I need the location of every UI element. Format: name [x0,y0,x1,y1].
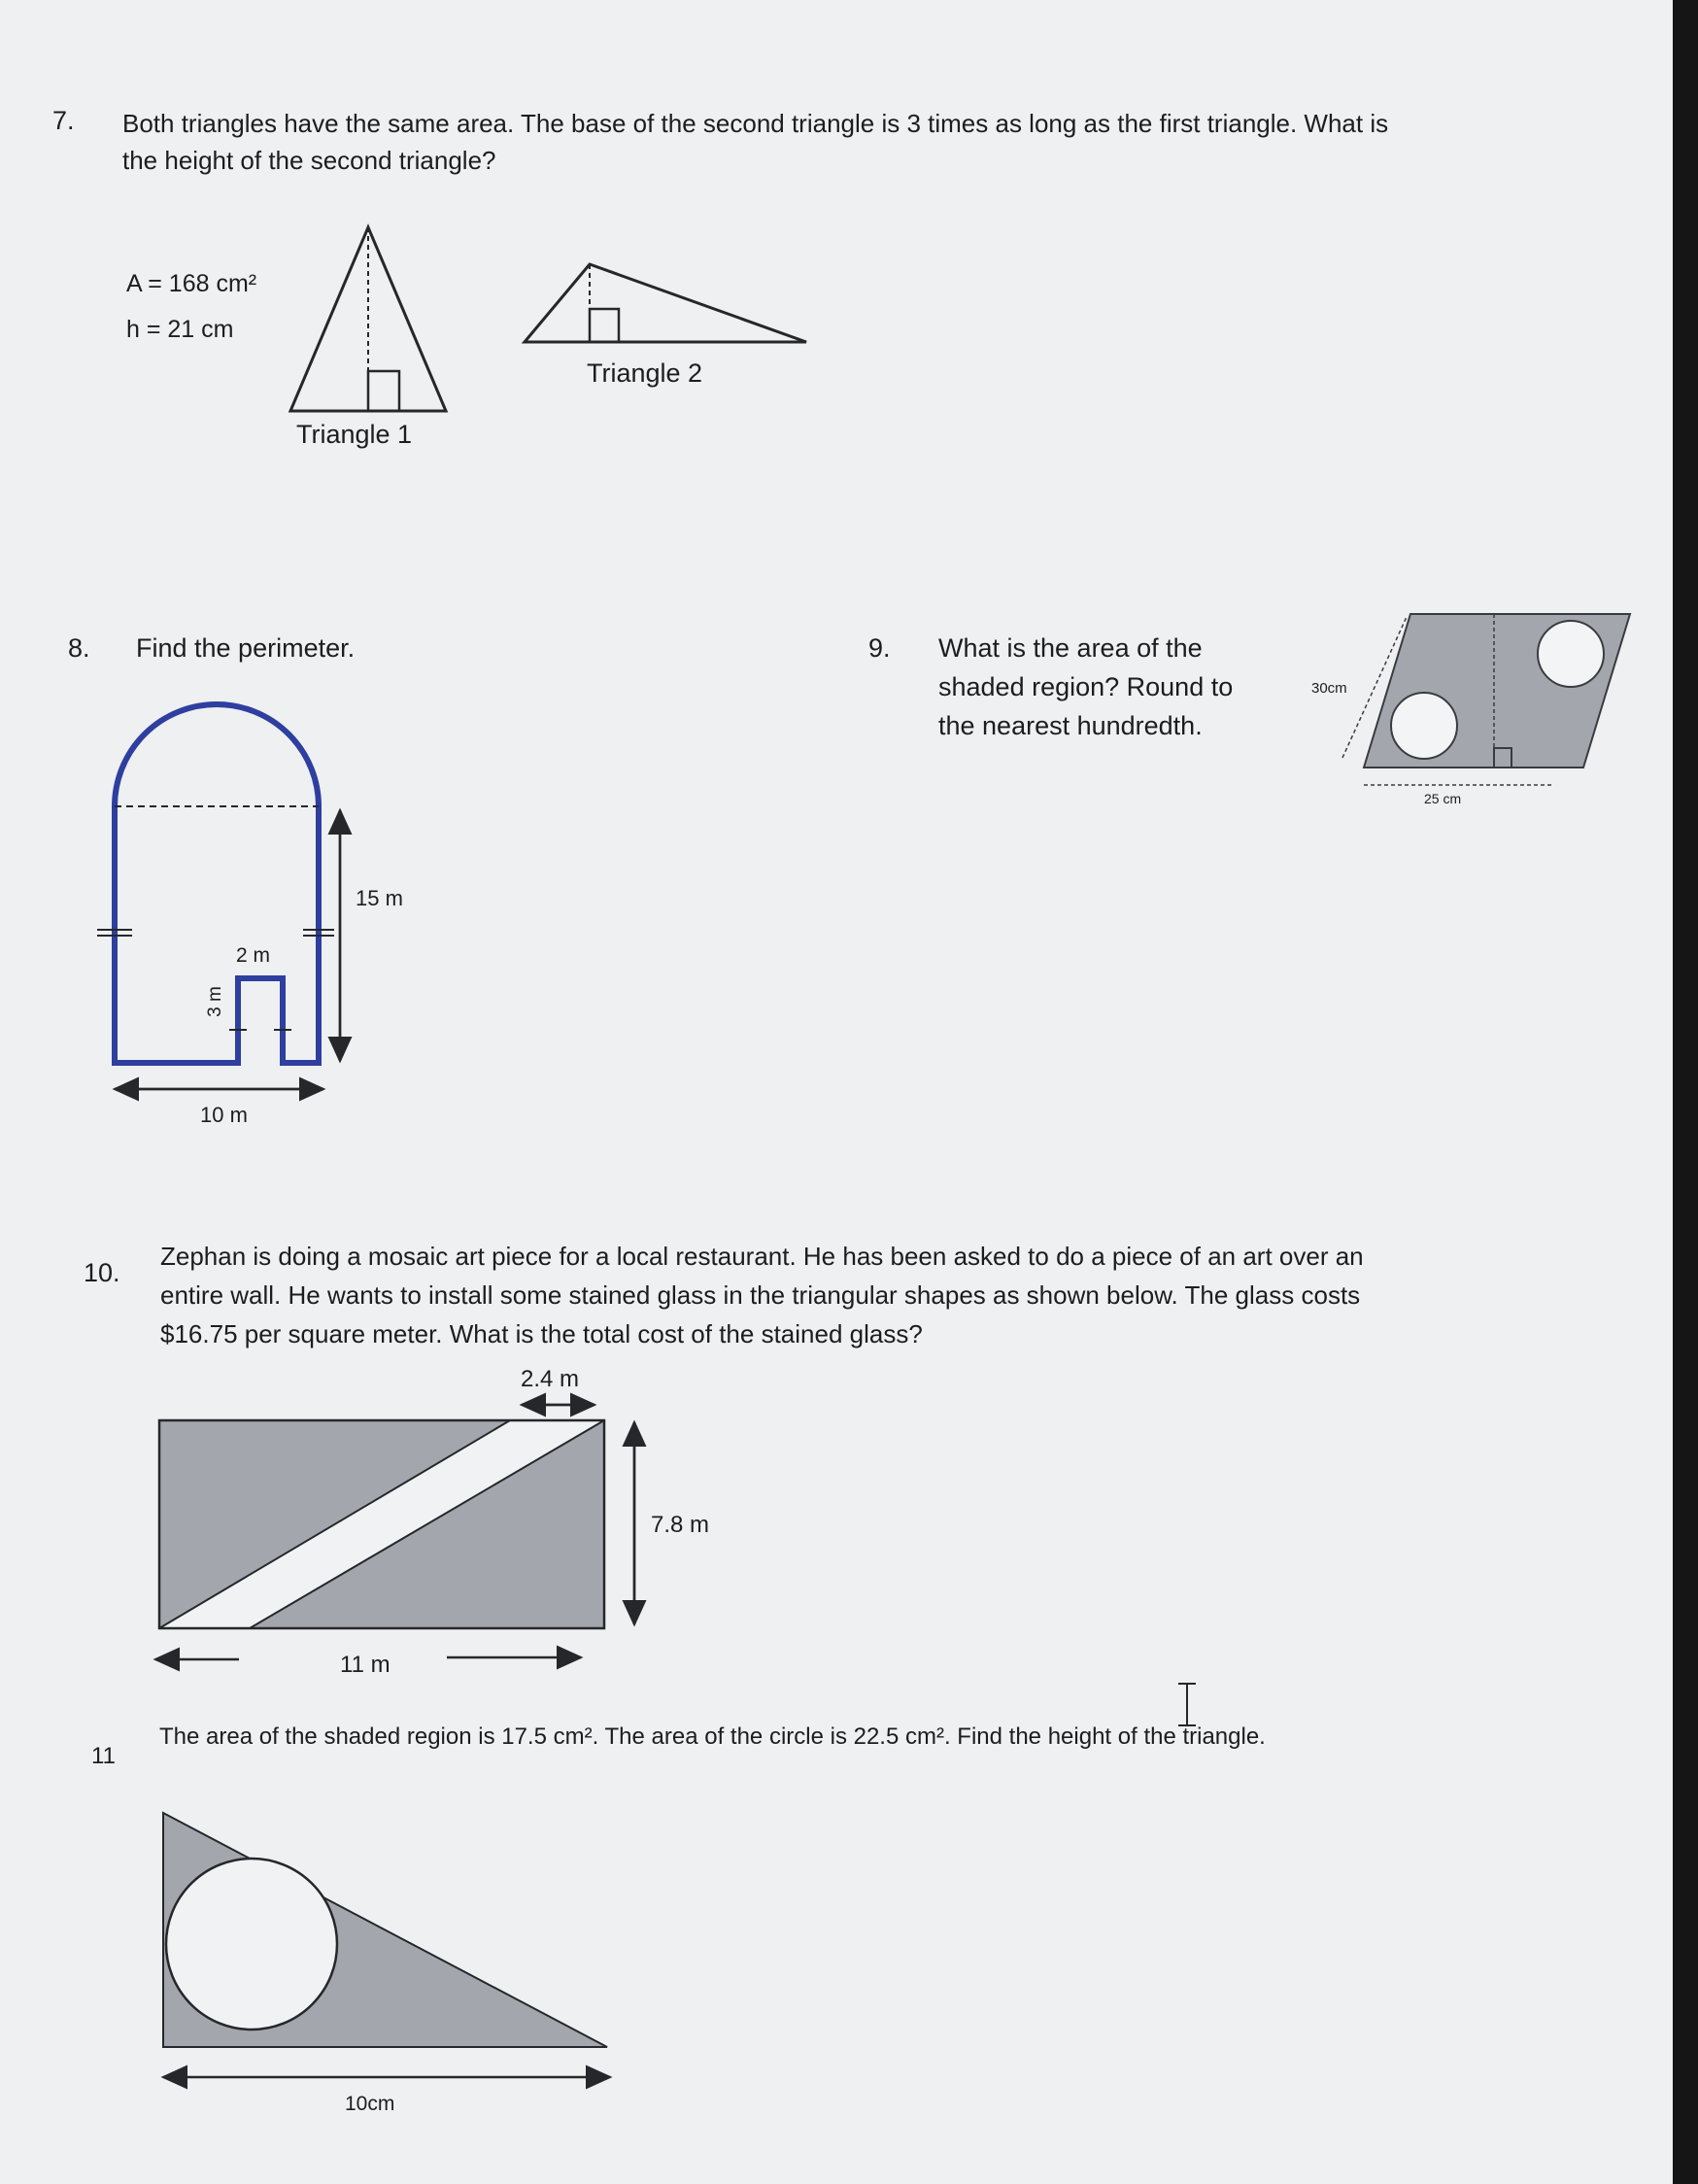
q8-height-label: 15 m [356,886,403,910]
q7-text-line2: the height of the second triangle? [122,146,496,175]
q8-arch-shape [97,704,340,1089]
q8-notch-width-label: 2 m [236,944,271,967]
q10-number: 10. [84,1258,120,1287]
q10-width-label: 11 m [340,1652,391,1678]
q9-parallelogram [1342,614,1630,785]
q11-triangle [163,1813,610,2077]
q10-top-label: 2.4 m [521,1366,580,1392]
q9-text-line3: the nearest hundredth. [938,711,1203,740]
q9-number: 9. [868,633,891,663]
q11-text: The area of the shaded region is 17.5 cm². The area of the circle is 22.5 cm². Find the height of the triangle. [159,1723,1266,1750]
q10-text-line3: $16.75 per square meter. What is the total cost of the stained glass? [160,1319,923,1348]
text-cursor-icon [1178,1684,1196,1725]
q10-height-label: 7.8 m [651,1512,710,1538]
q10-text-line1: Zephan is doing a mosaic art piece for a local restaurant. He has been asked to do a piece of an art over an [160,1242,1364,1271]
q8-width-label: 10 m [200,1103,248,1127]
q9-text-line1: What is the area of the [938,633,1203,663]
q8-notch-height-label: 3 m [204,986,225,1017]
q8-number: 8. [68,633,90,663]
q9-base-label: 25 cm [1424,791,1462,806]
q8-text: Find the perimeter. [136,633,356,663]
q9-side-label: 30cm [1311,680,1347,697]
triangle-2 [525,264,806,342]
triangle-1-label: Triangle 1 [296,420,413,449]
triangle-1 [290,227,446,411]
q7-number: 7. [52,106,75,135]
q11-base-label: 10cm [345,2093,395,2115]
q9-text-line2: shaded region? Round to [938,672,1234,701]
q7-text-line1: Both triangles have the same area. The base of the second triangle is 3 times as long as the first triangle. What is [122,109,1389,138]
triangle-2-label: Triangle 2 [587,358,703,388]
q11-number: 11 [91,1743,116,1769]
q7-height-label: h = 21 cm [126,316,234,343]
q10-wall-rectangle [155,1405,634,1659]
q10-text-line2: entire wall. He wants to install some stained glass in the triangular shapes as shown below. The glass costs [160,1280,1361,1310]
q7-area-label: A = 168 cm² [126,270,257,297]
